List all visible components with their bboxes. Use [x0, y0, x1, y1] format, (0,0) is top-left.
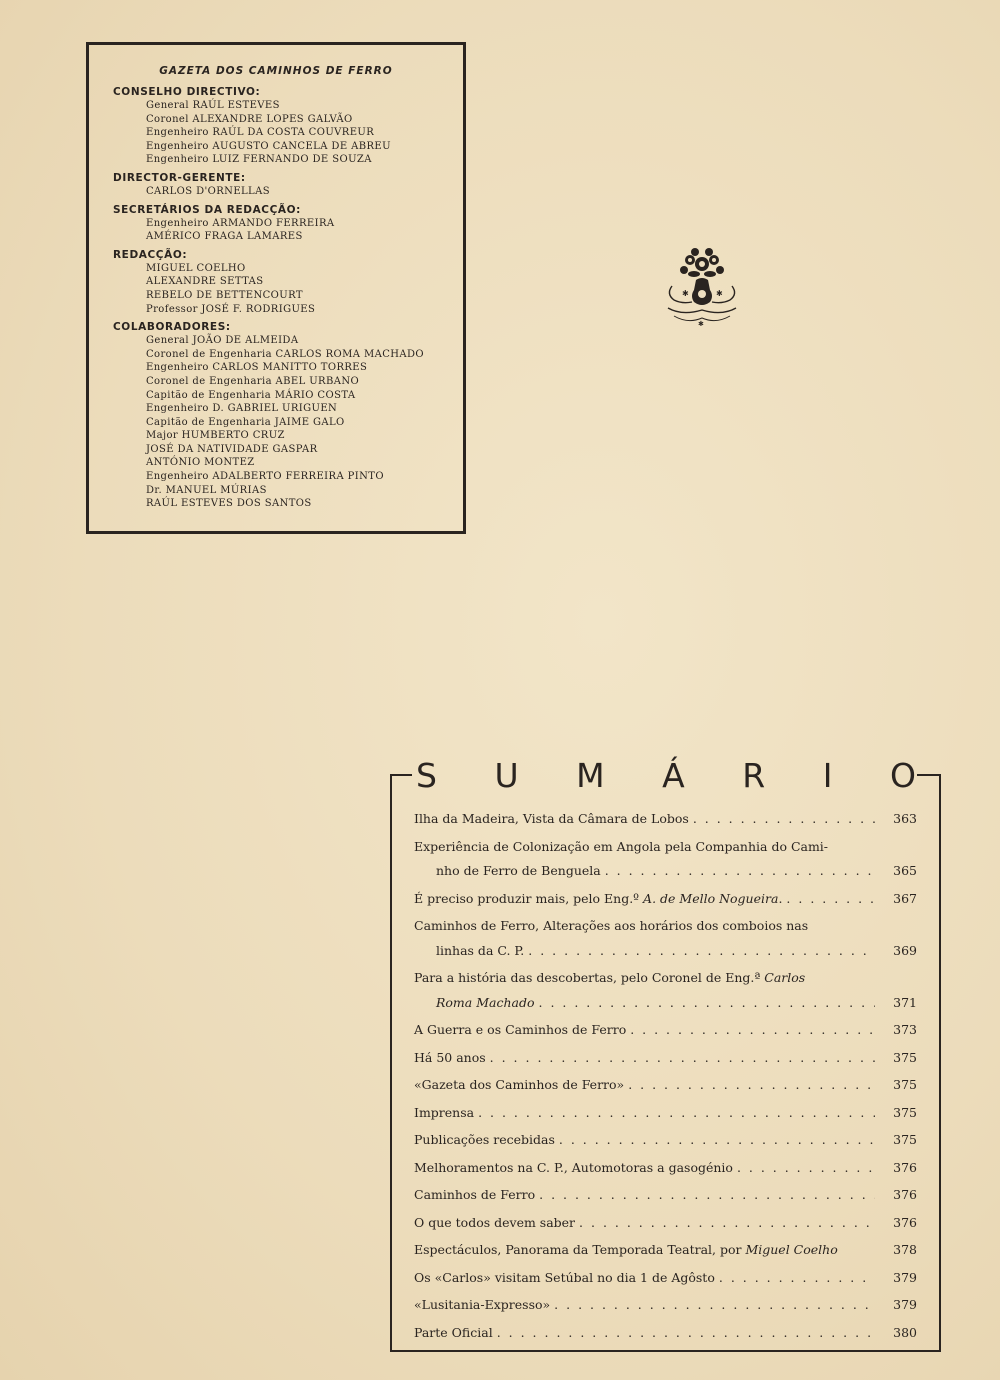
masthead-person: Engenheiro LUIZ FERNANDO DE SOUZA [146, 154, 372, 166]
toc-dot-leader [715, 1266, 875, 1291]
toc-page-number: 380 [893, 1324, 917, 1340]
toc-dot-leader [493, 1321, 875, 1346]
masthead-person: CARLOS D'ORNELLAS [146, 185, 270, 197]
toc-entry-title: Caminhos de Ferro [414, 1187, 536, 1202]
svg-text:✱: ✱ [716, 289, 723, 298]
toc-page-number: 367 [893, 890, 917, 906]
toc-dot-leader [535, 991, 876, 1016]
toc-entry-title: Imprensa [414, 1104, 475, 1120]
toc-entry [414, 1266, 917, 1291]
toc-entry-line1: Experiência de Colonização em Angola pela Companhia do Cami- [414, 838, 829, 854]
toc-page-number: 376 [893, 1187, 917, 1202]
masthead-section-heading: COLABORADORES: [113, 321, 231, 334]
toc-page-number: 379 [893, 1269, 917, 1285]
sumario-title-letter: R [742, 755, 766, 795]
masthead-person: Coronel ALEXANDRE LOPES GALVÃO [146, 113, 353, 125]
toc-dot-leader [626, 1018, 875, 1043]
toc-entry-title: Melhoramentos na C. P., Automotoras a gasogénio [414, 1159, 733, 1175]
masthead-person: General RAÚL ESTEVES [146, 100, 280, 111]
masthead-person: Engenheiro D. GABRIEL URIGUEN [146, 403, 338, 415]
masthead-person: ALEXANDRE SETTAS [146, 276, 264, 288]
sumario-title-letter: O [889, 755, 916, 795]
toc-dot-leader [486, 1046, 875, 1071]
toc-page-number: 373 [893, 1022, 917, 1037]
toc-entry-title: O que todos devem saber [414, 1214, 576, 1230]
masthead-person: JOSÉ DA NATIVIDADE GASPAR [146, 443, 318, 455]
sumario-list [414, 807, 917, 1348]
toc-page-number: 375 [893, 1104, 917, 1120]
toc-entry-title: «Gazeta dos Caminhos de Ferro» [414, 1077, 625, 1092]
toc-page-number: 375 [893, 1132, 917, 1147]
masthead-person: Capitão de Engenharia JAIME GALO [146, 416, 345, 428]
masthead-person: Coronel de Engenharia CARLOS ROMA MACHADO [146, 348, 425, 360]
toc-dot-leader [624, 1073, 875, 1098]
toc-page-number: 371 [893, 994, 917, 1010]
sumario-title-letter: M [576, 755, 605, 795]
masthead-person: Dr. MANUEL MÚRIAS [146, 484, 267, 496]
toc-entry-title: Roma Machado [436, 994, 535, 1010]
masthead-person: Engenheiro ARMANDO FERREIRA [146, 217, 335, 229]
masthead-sections [113, 86, 463, 511]
masthead-person: ANTÓNIO MONTEZ [146, 457, 255, 469]
toc-entry-title: Os «Carlos» visitam Setúbal no dia 1 de Agôsto [414, 1269, 715, 1285]
toc-entry [414, 1018, 917, 1043]
toc-entry-title: Espectáculos, Panorama da Temporada Teatral, por Miguel Coelho [414, 1242, 838, 1257]
toc-entry [414, 835, 917, 884]
masthead-person: Major HUMBERTO CRUZ [146, 430, 285, 442]
sumario-frame-top-right [917, 774, 941, 776]
masthead-person: Capitão de Engenharia MÁRIO COSTA [146, 389, 356, 401]
toc-entry-line1: Caminhos de Ferro, Alterações aos horários dos comboios nas [414, 918, 809, 933]
toc-entry [414, 1156, 917, 1181]
toc-entry [414, 1211, 917, 1236]
toc-entry [414, 966, 917, 1015]
masthead-person: MIGUEL COELHO [146, 262, 246, 274]
toc-entry-title: É preciso produzir mais, pelo Eng.º A. de Mello Nogueira. [414, 890, 783, 906]
toc-dot-leader [474, 1101, 875, 1126]
masthead-section-heading: CONSELHO DIRECTIVO: [113, 86, 261, 98]
toc-entry [414, 1321, 917, 1346]
masthead-person: Engenheiro CARLOS MANITTO TORRES [146, 362, 368, 374]
masthead-person: AMÉRICO FRAGA LAMARES [146, 231, 303, 243]
toc-entry [414, 1101, 917, 1126]
masthead-person: Engenheiro AUGUSTO CANCELA DE ABREU [146, 140, 391, 152]
masthead-box [86, 42, 466, 534]
masthead-person: Professor JOSÉ F. RODRIGUES [146, 303, 316, 315]
toc-entry [414, 1073, 917, 1098]
toc-entry [414, 887, 917, 912]
sumario-title-letter: I [822, 755, 833, 795]
toc-entry [414, 914, 917, 963]
masthead-person: Engenheiro RAÚL DA COSTA COUVREUR [146, 127, 375, 139]
toc-entry-line1: Para a história das descobertas, pelo Coronel de Eng.ª Carlos [414, 970, 806, 985]
masthead-person: RAÚL ESTEVES DOS SANTOS [146, 498, 312, 510]
toc-entry-title: Parte Oficial [414, 1324, 493, 1340]
toc-dot-leader [524, 939, 875, 964]
toc-page-number: 375 [893, 1049, 917, 1065]
floral-vase-ornament-icon [662, 246, 742, 328]
toc-entry [414, 1183, 917, 1208]
toc-dot-leader [601, 859, 875, 884]
toc-page-number: 363 [893, 811, 917, 826]
toc-dot-leader [782, 887, 875, 912]
masthead-section-heading: SECRETÁRIOS DA REDACÇÃO: [113, 203, 301, 216]
toc-entry-title: Ilha da Madeira, Vista da Câmara de Lobos [414, 811, 689, 826]
toc-entry [414, 1293, 917, 1318]
masthead-person: REBELO DE BETTENCOURT [146, 289, 303, 301]
svg-text:✱: ✱ [682, 289, 689, 298]
sumario-title-letter: Á [662, 755, 685, 795]
toc-page-number: 376 [893, 1159, 917, 1175]
toc-page-number: 375 [893, 1077, 917, 1092]
sumario-title-letter: U [494, 755, 519, 795]
toc-dot-leader [550, 1293, 875, 1318]
toc-entry-title: Há 50 anos [414, 1049, 486, 1065]
toc-entry-title: linhas da C. P. [436, 942, 525, 958]
sumario-section [390, 755, 941, 1352]
svg-text:✱: ✱ [698, 320, 704, 328]
toc-dot-leader [575, 1211, 875, 1236]
toc-dot-leader [535, 1183, 875, 1208]
toc-page-number: 365 [893, 863, 917, 878]
masthead-person: Coronel de Engenharia ABEL URBANO [146, 375, 360, 387]
toc-entry [414, 1238, 917, 1263]
toc-dot-leader [733, 1156, 875, 1181]
masthead-person: General JOÃO DE ALMEIDA [146, 335, 299, 347]
toc-page-number: 376 [893, 1214, 917, 1230]
toc-entry-title: «Lusitania-Expresso» [414, 1297, 551, 1312]
sumario-title-letter: S [416, 755, 437, 795]
masthead-section-heading: DIRECTOR-GERENTE: [113, 171, 246, 184]
sumario-frame-top-left [390, 774, 412, 776]
toc-dot-leader [689, 807, 875, 832]
masthead-section-heading: REDACÇÃO: [113, 248, 188, 261]
toc-entry-title: nho de Ferro de Benguela [436, 863, 601, 878]
toc-page-number: 369 [893, 942, 917, 958]
toc-page-number: 379 [893, 1297, 917, 1312]
toc-dot-leader [555, 1128, 875, 1153]
masthead-person: Engenheiro ADALBERTO FERREIRA PINTO [146, 471, 384, 483]
toc-entry-title: Publicações recebidas [414, 1132, 555, 1147]
toc-page-number: 378 [893, 1242, 917, 1257]
toc-entry-title: A Guerra e os Caminhos de Ferro [414, 1022, 627, 1037]
toc-entry [414, 1128, 917, 1153]
masthead-title: GAZETA DOS CAMINHOS DE FERRO [159, 65, 393, 77]
toc-entry [414, 807, 917, 832]
toc-entry [414, 1046, 917, 1071]
sumario-title [416, 755, 916, 795]
